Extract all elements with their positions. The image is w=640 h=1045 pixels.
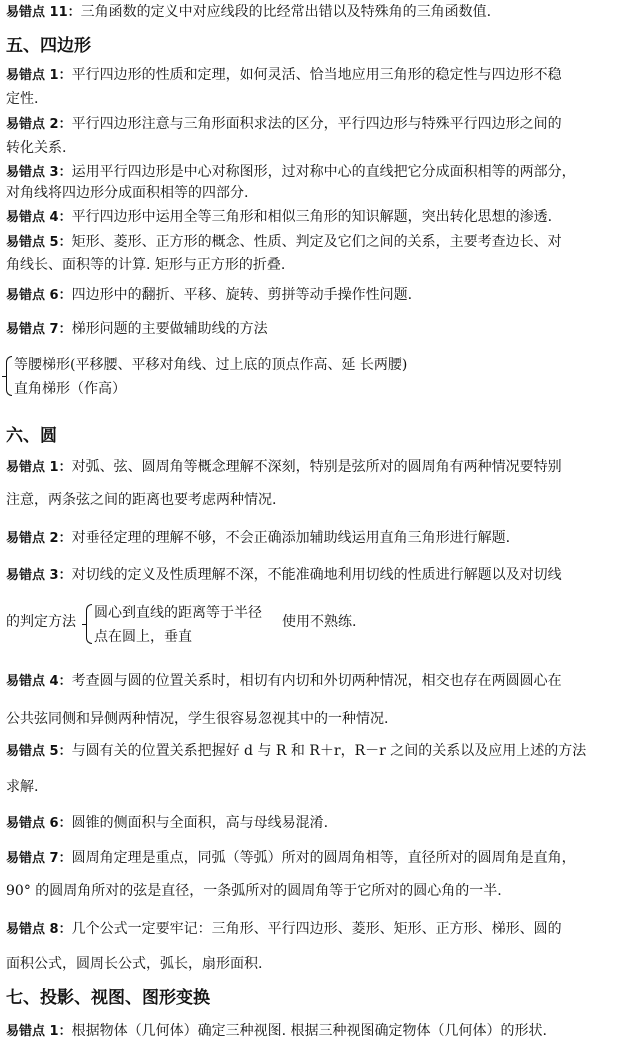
label-separator: ： (58, 460, 72, 475)
left-brace (6, 356, 12, 396)
label-separator: ： (58, 68, 72, 83)
tangent-criterion-on-circle: 点在圆上，垂直 (94, 629, 192, 645)
point-label: 易错点 4 (6, 674, 59, 689)
quad-point-4 (6, 208, 636, 227)
circle-point-5 (6, 742, 636, 761)
point-label: 易错点 7 (6, 851, 59, 866)
point-text: 对弧、弦、圆周角等概念理解不深刻，特别是弦所对的圆周角有两种情况要特别 (71, 459, 562, 475)
point-label: 易错点 1 (6, 68, 59, 83)
point-text: 几个公式一定要牢记：三角形、平行四边形、菱形、矩形、正方形、梯形、圆的 (71, 921, 562, 937)
point-label: 易错点 1 (6, 460, 59, 475)
point-label: 易错点 6 (6, 288, 59, 303)
quad-point-1-cont: 定性. (6, 91, 39, 107)
label-separator: ： (67, 5, 81, 20)
label-separator: ： (58, 235, 72, 250)
circle-point-1-cont: 注意，两条弦之间的距离也要考虑两种情况. (6, 492, 277, 508)
point-text: 对切线的定义及性质理解不深，不能准确地利用切线的性质进行解题以及对切线 (71, 567, 562, 583)
label-separator: ： (58, 568, 72, 583)
point-text: 运用平行四边形是中心对称图形，过对称中心的直线把它分成面积相等的两部分， (71, 164, 576, 180)
point-text: 平行四边形中运用全等三角形和相似三角形的知识解题，突出转化思想的渗透. (71, 209, 553, 225)
point-label: 易错点 3 (6, 165, 59, 180)
circle-point-8 (6, 920, 636, 939)
point-label: 易错点 2 (6, 117, 59, 132)
projection-point-1 (6, 1022, 636, 1041)
trapezoid-method-isosceles: 等腰梯形(平移腰、平移对角线、过上底的顶点作高、延 长两腰) (14, 357, 408, 373)
point-label: 易错点 1 (6, 1024, 59, 1039)
point-text: 与圆有关的位置关系把握好 d 与 R 和 R＋r，R－r 之间的关系以及应用上述的方法 (71, 743, 587, 759)
point-text: 圆周角定理是重点，同弧（等弧）所对的圆周角相等，直径所对的圆周角是直角， (71, 850, 576, 866)
circle-point-7 (6, 849, 636, 868)
point-label: 易错点 5 (6, 744, 59, 759)
quad-point-5 (6, 233, 636, 252)
tangent-criteria-suffix: 使用不熟练. (282, 614, 357, 630)
point-text: 平行四边形注意与三角形面积求法的区分，平行四边形与特殊平行四边形之间的 (71, 116, 562, 132)
quad-point-3 (6, 163, 636, 182)
section-heading-quadrilateral: 五、四边形 (6, 36, 91, 56)
label-separator: ： (58, 744, 72, 759)
point-text: 梯形问题的主要做辅助线的方法 (71, 321, 268, 337)
label-separator: ： (58, 210, 72, 225)
point-label: 易错点 4 (6, 210, 59, 225)
circle-point-4-cont: 公共弦同侧和异侧两种情况，学生很容易忽视其中的一种情况. (6, 711, 389, 727)
label-separator: ： (58, 531, 72, 546)
label-separator: ： (58, 1024, 72, 1039)
circle-point-4 (6, 672, 636, 691)
trapezoid-method-right: 直角梯形（作高） (14, 381, 126, 397)
circle-point-8-cont: 面积公式，圆周长公式，弧长，扇形面积. (6, 956, 263, 972)
circle-point-6 (6, 814, 636, 833)
point-text: 对垂径定理的理解不够，不会正确添加辅助线运用直角三角形进行解题. (71, 530, 511, 546)
quad-point-2-cont: 转化关系. (6, 140, 67, 156)
error-point-11 (6, 3, 636, 22)
section-heading-circle: 六、圆 (6, 426, 57, 446)
label-separator: ： (58, 851, 72, 866)
quad-point-3-cont: 对角线将四边形分成面积相等的四部分. (6, 185, 249, 201)
point-text: 考查圆与圆的位置关系时，相切有内切和外切两种情况，相交也存在两圆圆心在 (71, 673, 562, 689)
label-separator: ： (58, 117, 72, 132)
point-text: 根据物体（几何体）确定三种视图. 根据三种视图确定物体（几何体）的形状. (71, 1023, 547, 1039)
point-label: 易错点 8 (6, 922, 59, 937)
label-separator: ： (58, 922, 72, 937)
label-separator: ： (58, 322, 72, 337)
point-text: 圆锥的侧面积与全面积，高与母线易混淆. (71, 815, 329, 831)
section-heading-projection: 七、投影、视图、图形变换 (6, 988, 210, 1008)
circle-point-2 (6, 529, 636, 548)
point-label: 易错点 6 (6, 816, 59, 831)
label-separator: ： (58, 165, 72, 180)
tangent-criteria-prefix: 的判定方法 (6, 614, 76, 630)
left-brace (86, 604, 92, 644)
point-text: 四边形中的翻折、平移、旋转、剪拼等动手操作性问题. (71, 287, 413, 303)
quad-point-6 (6, 286, 636, 305)
quad-point-2 (6, 115, 636, 134)
point-label: 易错点 7 (6, 322, 59, 337)
label-separator: ： (58, 816, 72, 831)
point-text: 平行四边形的性质和定理，如何灵活、恰当地应用三角形的稳定性与四边形不稳 (71, 67, 562, 83)
point-text: 三角函数的定义中对应线段的比经常出错以及特殊角的三角函数值. (80, 4, 492, 20)
tangent-criterion-distance: 圆心到直线的距离等于半径 (94, 605, 262, 621)
quad-point-5-cont: 角线长、面积等的计算. 矩形与正方形的折叠. (6, 257, 286, 273)
point-label: 易错点 11 (6, 5, 68, 20)
label-separator: ： (58, 288, 72, 303)
label-separator: ： (58, 674, 72, 689)
point-text: 矩形、菱形、正方形的概念、性质、判定及它们之间的关系，主要考查边长、对 (71, 234, 562, 250)
circle-point-1 (6, 458, 636, 477)
quad-point-7 (6, 320, 636, 339)
quad-point-1 (6, 66, 636, 85)
circle-point-5-cont: 求解. (6, 779, 39, 795)
point-label: 易错点 2 (6, 531, 59, 546)
point-label: 易错点 5 (6, 235, 59, 250)
circle-point-7-cont: 90° 的圆周角所对的弦是直径，一条弧所对的圆周角等于它所对的圆心角的一半. (6, 883, 502, 899)
point-label: 易错点 3 (6, 568, 59, 583)
circle-point-3 (6, 566, 636, 585)
